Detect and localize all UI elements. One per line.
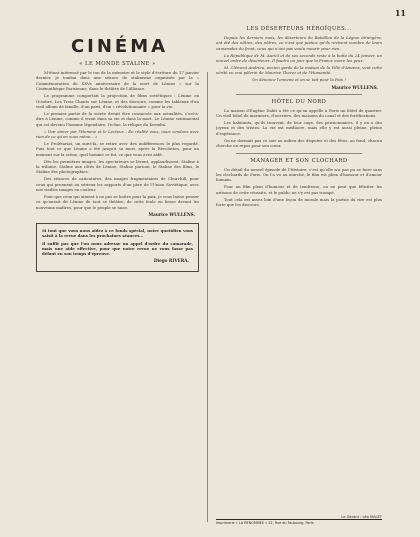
gerant-signature: Le Gérant : Léo MALET (341, 515, 382, 519)
page-number: 11 (394, 8, 406, 18)
article-paragraph: Les habitants, qu'ils trouvent, de leur cage, des pensionnaires, il y en a des joyeux et des tristes. La vie est médiocre, mais elle y est aussi pleine, pleine d'espérance. (216, 120, 382, 136)
article-paragraph: Le premier partie de la soirée devait être consacrée aux actualités, c'est-à-dire à Lénine, comme il vivait dans sa vie et dans la mort. Le Lénine sentimental qui est devenu l'homme légendaire, l'icône, la relique du Kremlin. (36, 110, 199, 127)
article-heading: HÔTEL DU NORD (271, 98, 327, 105)
article-paragraph: Pour un film plein d'humour et de tendresse, on ne peut que féliciter les artisans de cette réussite, et le public ne s'y est pas trompé. (216, 184, 382, 195)
article-paragraph: La maison d'Eugène Dabit a été ce qu'on appelle à Paris un hôtel de quartier. Un vieil hôtel de mariniers, d'ouvriers, des maisons du canal et des fortifications. (216, 107, 382, 119)
appeal-paragraph: Si tout que vous nous aidez à ce fonds spécial, notre quotidien vous saisit à la revue dans les prochaines séances... (42, 228, 193, 239)
article-paragraph: Dès les premières images, les spectateurs se lèvent, applaudissent. Staline à la tribune, Staline aux côtés de Lénine, Staline partout, le Staline des films, le Staline des photographies. (36, 158, 199, 175)
right-column (216, 12, 382, 520)
article-heading: LES DÉSERTEURS HÉROÏQUES... (246, 26, 352, 32)
article-paragraph: M. Clément Andrieu, ancien garde de la maison de la Ville d'Amiens, veut cette vérité en vrai pèlerin de Maurice Thorez et de l'Humanité. (216, 65, 382, 76)
article-paragraph: Tout cela est assez loin d'une leçon de morale mais la poésie du rire est plus forte que les discours. (216, 196, 382, 208)
appeal-box (36, 223, 199, 272)
section-divider (236, 94, 362, 95)
appeal-signature: Diego RIVERA. (153, 258, 189, 264)
masthead-title: CINÉMA (70, 36, 169, 57)
article-paragraph: Un détail du nouvel épisode de l'Histoire, c'est qu'elle n'a pas pu se faire sans les clochards de Paris. On l'a vu au marché, le film est plein d'humour et d'amour humain. (216, 166, 382, 183)
article-heading: MANAGER ET SON CLOCHARD (250, 157, 348, 164)
article-signature: Maurice WULLENS. (331, 84, 378, 90)
left-column (36, 12, 199, 520)
article-closing: On dénonce l'ennemi et on se tait pour la Paix ! (252, 77, 346, 83)
section-divider (236, 153, 362, 154)
column-divider (207, 72, 208, 522)
article-quote: « Voir aimer par l'Homme et le Lecteur... En réalité vous, nous vendons avec rien de ce qu'on vous mène... » (36, 128, 199, 139)
footer-divider (216, 519, 382, 520)
article-paragraph: Le Prolétariat, un suivi-là, se retire avec des indifférences le plus regardé. Puis tout ce que Lénine a été jusqu'à sa mort, après la Révolution, pour un moment sur la scène, quel homme ce fut, ce que vous avez aidé. (36, 140, 199, 157)
article-paragraph: La République de M. Auriol et de ses seconds reste à la botte du 24 janvier, un nouvel ordre de déserteurs. Il faudra un jour que la France ouvre les yeux. (216, 52, 382, 64)
article-paragraph: Le programme comportait la projection de films soviétiques : Lénine en Octobre, Les Trois Chants sur Lénine, et des discours, comme les tableaux d'un vieil album de famille, d'un parti, d'un « révolutionnaire » pour la vie. (36, 93, 199, 109)
article-paragraph: Pour que ceux qui aiment à ne pas se battre pour la paix, je vous laisse penser ce qu'aurait dit Lénine de tout ce théâtre, de cette foule en liesse devant les nouveaux maîtres, pour que le peuple se taise. (36, 194, 199, 210)
article-signature: Maurice WULLENS. (148, 212, 195, 218)
article-paragraph: M'étant intéressé par le ton de la mémoire et le style d'écriture du 17 janvier dernier, je tombai dans une séance de stalinisme organisée par la « Commémoration du XXVe anniversaire de la mort de Lénine » sur la Cinémathèque Parisienne, dans le théâtre de l'Alliance. (36, 70, 199, 92)
printer-imprint: Imprimerie « LA RENOMMÉE » 22, Rue du Faubourg, Paris (216, 521, 314, 525)
appeal-paragraph: Il suffit pas que l'on nous adresse un appel d'ordre du camarade, mais une aide effective, pour que notre revue ne vous fasse pas défaut en son temps d'épreuve. (42, 240, 193, 257)
article-heading: « LE MONDE STALINE » (79, 61, 156, 67)
article-paragraph: Depuis les derniers mois, les déserteurs du Bataillon de la Légion étrangère, ont été des nôtres, des nôtres, ce n'est que justice qu'ils revivent nombre de leurs camarades du front, ceux qui n'ont pas voulu mourir pour rien. (216, 35, 382, 51)
article-paragraph: Des séances de caricatures, des images fragmentaires de Churchill, pour ceux qui prennent au sérieux les rapports d'un père de l'Union Soviétique, avec nos vieilles images en couleur. (36, 176, 199, 193)
article-paragraph: On ne dormait pas ce soir au milieu des disputes et des fêtes, au fond, chacun cherche un repos pour son cœur. (216, 137, 382, 149)
